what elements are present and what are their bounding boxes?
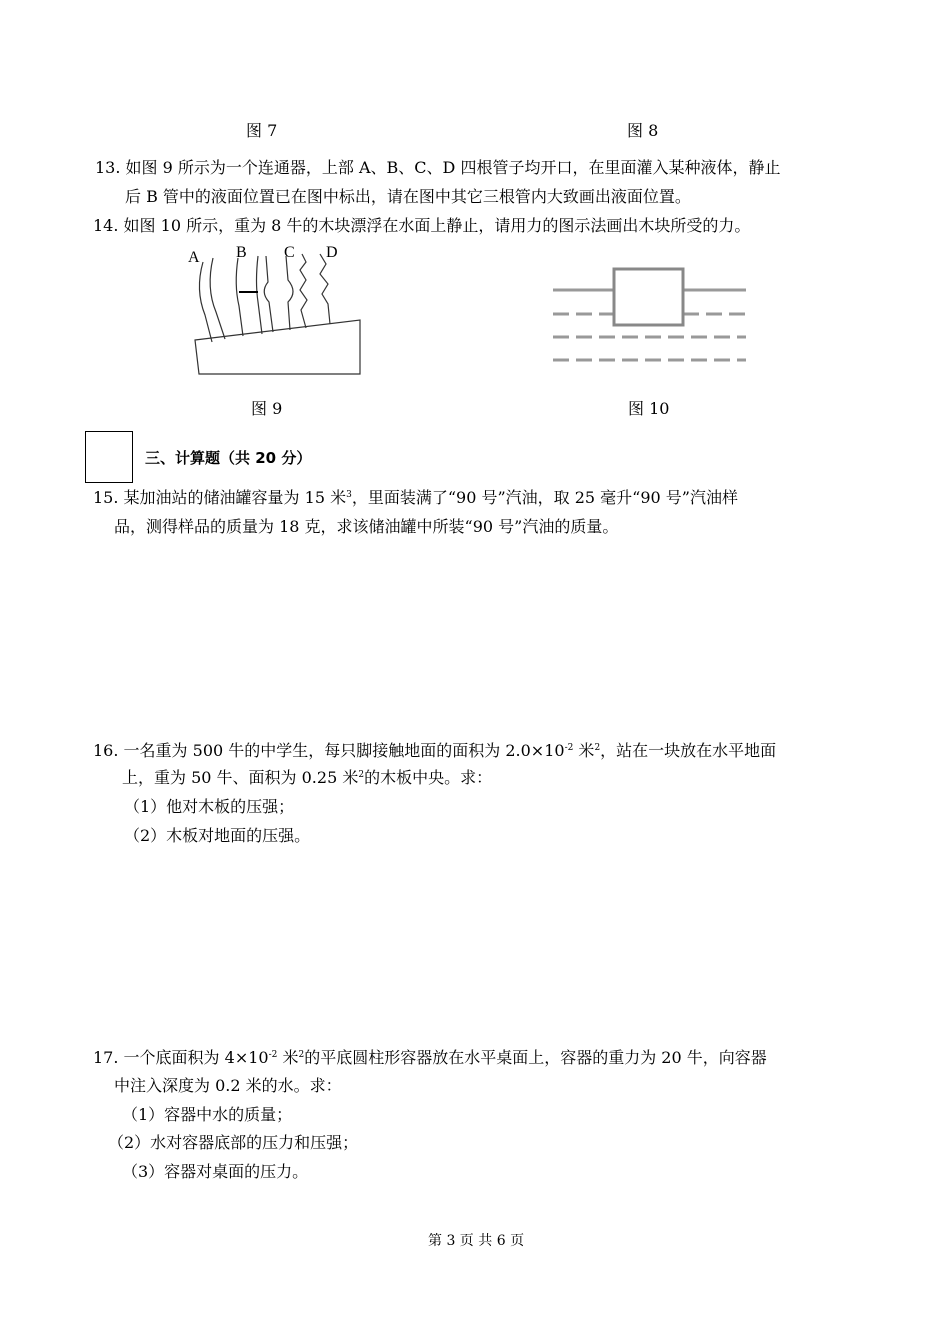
tube-label-b: B <box>236 244 247 261</box>
figure-8-caption: 图 8 <box>627 121 659 140</box>
figure-10-floating-block <box>548 262 748 372</box>
question-16: 16. 一名重为 500 牛的中学生，每只脚接触地面的面积为 $2.0\times 10^{-2}$ 米$^2$，站在一块放在水平地面 <box>93 741 777 760</box>
question-number: 16. <box>93 741 119 760</box>
page-number: 第 3 页 共 6 页 <box>428 1233 525 1249</box>
question-17-line2: 中注入深度为 0.2 米的水。求： <box>114 1076 342 1095</box>
question-17-sub1: （1）容器中水的质量； <box>122 1105 293 1124</box>
question-17-sub2: （2）水对容器底部的压力和压强； <box>108 1133 359 1152</box>
question-13 <box>95 158 780 177</box>
question-13-line2: 后 B 管中的液面位置已在图中标出，请在图中其它三根管内大致画出液面位置。 <box>125 187 691 206</box>
tube-b-left <box>236 258 243 336</box>
question-17-sub3: （3）容器对桌面的压力。 <box>122 1162 309 1181</box>
tube-c-right <box>286 256 293 330</box>
question-number: 17. <box>93 1048 119 1067</box>
wooden-block <box>614 269 683 325</box>
tube-b-right <box>257 256 263 334</box>
tube-label-a: A <box>188 249 200 266</box>
question-16-line2: 上，重为 50 牛、面积为 0.25 米$^2$的木板中央。求： <box>122 768 493 787</box>
score-box <box>85 431 133 483</box>
tube-label-c: C <box>284 244 295 261</box>
section-3-title: 三、计算题（共 20 分） <box>145 449 312 467</box>
figure-9-connected-vessel <box>180 240 370 380</box>
vessel-base <box>195 320 360 374</box>
question-text: 如图 9 所示为一个连通器，上部 A、B、C、D 四根管子均开口，在里面灌入某种液体，静止 <box>125 158 781 177</box>
question-17: 17. 一个底面积为 $4\times 10^{-2}$ 米$^2$的平底圆柱形容器放在水平桌面上，容器的重力为 20 牛，向容器 <box>93 1048 767 1067</box>
question-16-sub2: （2）木板对地面的压强。 <box>124 826 311 845</box>
tube-d-right <box>320 254 330 324</box>
tube-a-right <box>210 258 225 339</box>
question-16-sub1: （1）他对木板的压强； <box>124 797 295 816</box>
question-number: 15. <box>93 488 119 507</box>
figure-7-caption: 图 7 <box>246 121 278 140</box>
question-15-line2: 品，测得样品的质量为 18 克，求该储油罐中所装“90 号”汽油的质量。 <box>114 517 619 536</box>
question-text: 如图 10 所示，重为 8 牛的木块漂浮在水面上静止，请用力的图示法画出木块所受的力。 <box>123 216 751 235</box>
question-14 <box>93 216 750 235</box>
question-number: 13. <box>95 158 121 177</box>
tube-d-left <box>300 254 307 328</box>
figure-10-caption: 图 10 <box>628 399 670 418</box>
tube-c-left <box>264 256 273 332</box>
figure-9-caption: 图 9 <box>251 399 283 418</box>
question-15: 15. 某加油站的储油罐容量为 15 米$^3$，里面装满了“90 号”汽油，取 25 毫升“90 号”汽油样 <box>93 488 738 507</box>
tube-label-d: D <box>326 244 338 261</box>
question-number: 14. <box>93 216 119 235</box>
